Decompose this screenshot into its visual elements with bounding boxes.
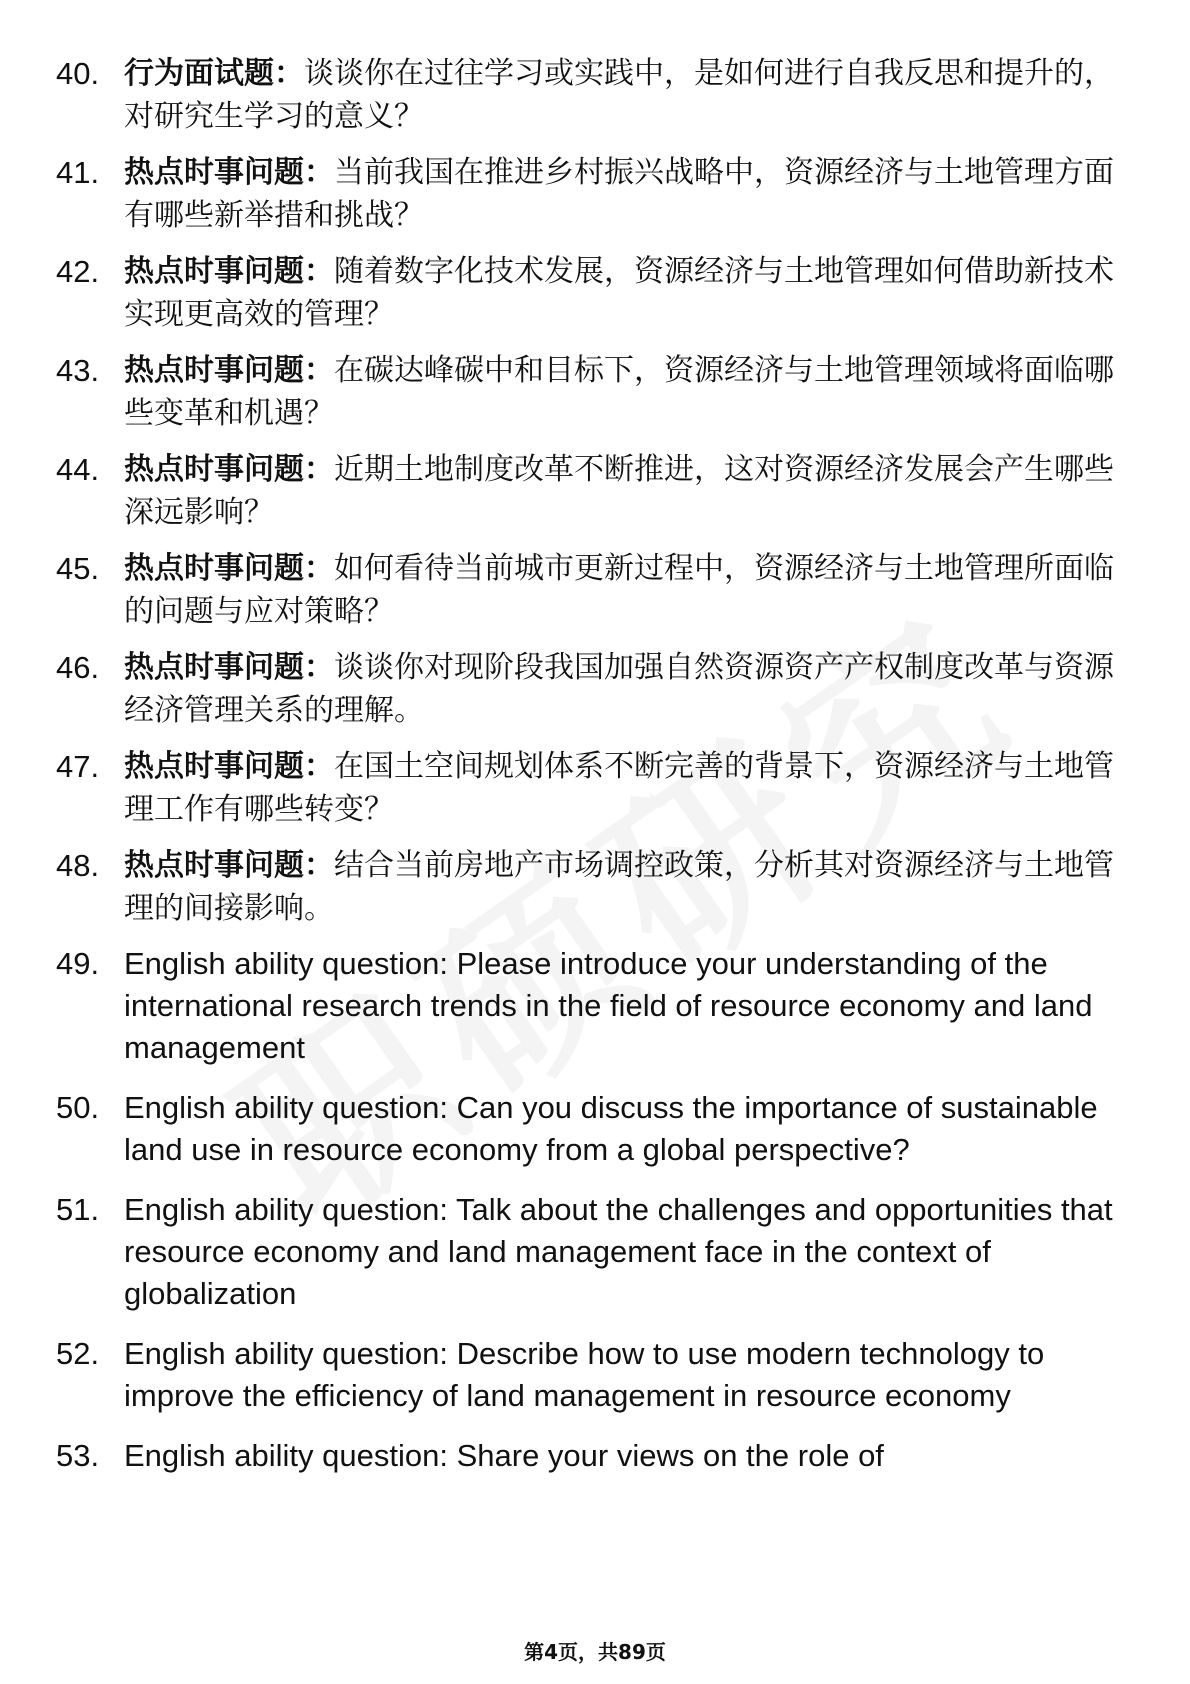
question-item	[56, 745, 1136, 831]
question-number: 47.	[56, 749, 100, 784]
question-body	[124, 844, 1136, 930]
question-item	[56, 448, 1136, 534]
question-number: 50.	[56, 1090, 100, 1125]
question-item	[56, 1189, 1136, 1315]
question-number: 44.	[56, 452, 100, 487]
question-number: 46.	[56, 650, 100, 685]
question-item	[56, 250, 1136, 336]
question-number: 40.	[56, 56, 100, 91]
question-body	[124, 250, 1136, 336]
question-body	[124, 745, 1136, 831]
question-list	[56, 52, 1136, 1495]
question-category: 热点时事问题：	[124, 749, 334, 784]
question-text: 在国土空间规划体系不断完善的背景下，资源经济与土地管理工作有哪些转变？	[124, 749, 1114, 827]
question-body	[124, 646, 1136, 732]
question-item	[56, 1435, 1136, 1477]
question-item	[56, 151, 1136, 237]
question-text: English ability question: Talk about the challenges and opportunities that resource economy and land management face in the context of globalization	[124, 1192, 1113, 1311]
question-number: 51.	[56, 1192, 100, 1227]
question-text: 结合当前房地产市场调控政策，分析其对资源经济与土地管理的间接影响。	[124, 848, 1114, 926]
question-body	[124, 151, 1136, 237]
question-number: 48.	[56, 848, 100, 883]
question-item	[56, 52, 1136, 138]
question-text: English ability question: Please introduce your understanding of the international research trends in the field of resource economy and land management	[124, 946, 1093, 1065]
question-item	[56, 349, 1136, 435]
question-text: 在碳达峰碳中和目标下，资源经济与土地管理领域将面临哪些变革和机遇？	[124, 353, 1114, 431]
question-body	[124, 448, 1136, 534]
question-number: 43.	[56, 353, 100, 388]
question-item	[56, 943, 1136, 1069]
question-body	[124, 1333, 1136, 1417]
page-number-footer: 第4页，共89页	[524, 1640, 666, 1664]
question-item	[56, 1333, 1136, 1417]
question-category: 热点时事问题：	[124, 452, 334, 487]
question-item	[56, 844, 1136, 930]
question-body	[124, 1087, 1136, 1171]
question-body	[124, 349, 1136, 435]
question-item	[56, 547, 1136, 633]
question-category: 热点时事问题：	[124, 353, 334, 388]
question-category: 热点时事问题：	[124, 848, 334, 883]
question-number: 52.	[56, 1336, 100, 1371]
question-body	[124, 547, 1136, 633]
question-body	[124, 52, 1136, 138]
question-text: English ability question: Share your views on the role of	[124, 1438, 884, 1473]
question-item	[56, 1087, 1136, 1171]
question-category: 热点时事问题：	[124, 254, 334, 289]
question-item	[56, 646, 1136, 732]
question-text: 当前我国在推进乡村振兴战略中，资源经济与土地管理方面有哪些新举措和挑战？	[124, 155, 1114, 233]
question-number: 45.	[56, 551, 100, 586]
question-text: 谈谈你在过往学习或实践中，是如何进行自我反思和提升的，对研究生学习的意义？	[124, 56, 1114, 134]
question-body	[124, 943, 1136, 1069]
question-category: 热点时事问题：	[124, 155, 334, 190]
question-category: 热点时事问题：	[124, 650, 334, 685]
question-number: 41.	[56, 155, 100, 190]
question-number: 42.	[56, 254, 100, 289]
question-category: 行为面试题：	[124, 56, 304, 91]
question-text: 谈谈你对现阶段我国加强自然资源资产产权制度改革与资源经济管理关系的理解。	[124, 650, 1114, 728]
question-text: 近期土地制度改革不断推进，这对资源经济发展会产生哪些深远影响？	[124, 452, 1114, 530]
question-text: 如何看待当前城市更新过程中，资源经济与土地管理所面临的问题与应对策略？	[124, 551, 1114, 629]
question-number: 49.	[56, 946, 100, 981]
question-number: 53.	[56, 1438, 100, 1473]
question-body	[124, 1435, 1136, 1477]
question-text: English ability question: Describe how to use modern technology to improve the efficiency of land management in resource economy	[124, 1336, 1045, 1413]
question-text: 随着数字化技术发展，资源经济与土地管理如何借助新技术实现更高效的管理？	[124, 254, 1114, 332]
question-body	[124, 1189, 1136, 1315]
question-text: English ability question: Can you discuss the importance of sustainable land use in resource economy from a global perspective?	[124, 1090, 1098, 1167]
question-category: 热点时事问题：	[124, 551, 334, 586]
